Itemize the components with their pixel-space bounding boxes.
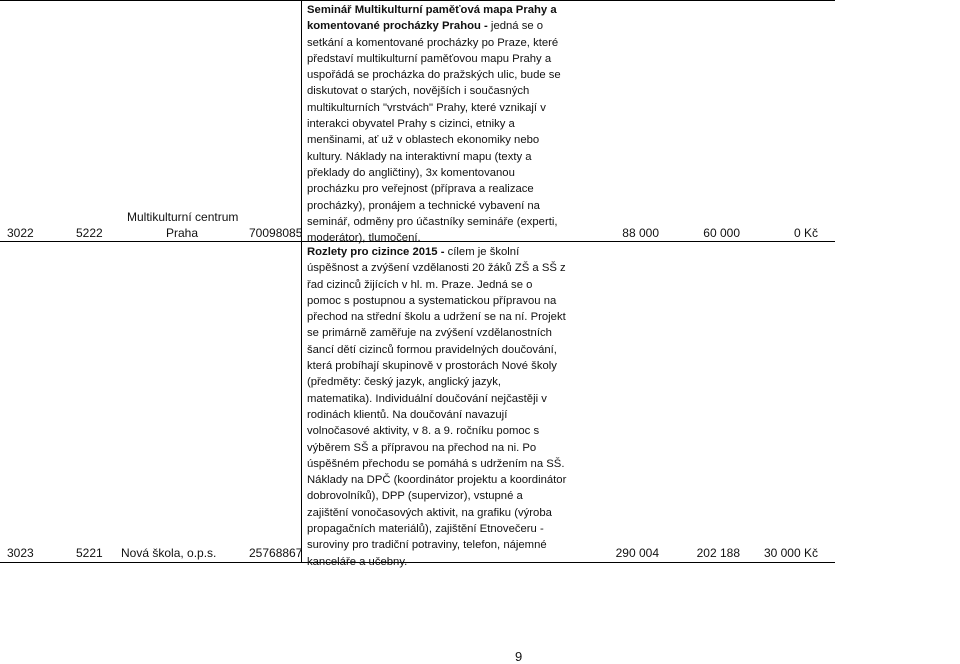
row-ico: 25768867 — [249, 546, 303, 560]
row-code: 5222 — [76, 226, 103, 240]
row-ico: 70098085 — [249, 226, 303, 240]
row-third-amount: 0 Kč — [793, 226, 818, 240]
row-granted-amount: 60 000 — [703, 226, 740, 240]
column-divider — [301, 0, 302, 562]
row-third-amount: 30 000 Kč — [763, 546, 818, 560]
row-requested-amount: 290 004 — [615, 546, 659, 560]
page-number: 9 — [515, 649, 523, 664]
row-description — [307, 244, 567, 570]
row-organization: Nová škola, o.p.s. — [121, 546, 217, 560]
row-requested-amount: 88 000 — [622, 226, 659, 240]
description-text: cílem je školní úspěšnost a zvýšení vzdělanosti 20 žáků ZŠ a SŠ z řad cizinců žijících v hl. m. Praze. Jedná se o pomoc s postupnou a systematickou přípravou na přechod na střední školu a udržení se na ní. Projekt se primárně zaměřuje na zvýšení vzdělanostních šancí dětí cizinců formou pravidelných doučování, která probíhají skupinově v prostorách Nové školy (předměty: český jazyk, anglický jazyk, matematika). Individuální doučování nejčastěji v rodinách klientů. Na doučování navazují volnočasové aktivity, v 8. a 9. ročníku pomoc s výběrem SŠ a přípravou na přechod na ni. Po úspěšném přechodu se pomáhá s udržením na SŠ. Náklady na DPČ (koordinátor projektu a koordinátor dobrovolníků), DPP (supervizor), vstupné a zajištění vonočasových aktivit, na grafiku (výroba propagačních materiálů), zajištění Etnovečeru - suroviny pro tradiční potraviny, telefon, nájemné kanceláře a učebny. — [307, 246, 567, 568]
table-top-border — [0, 0, 835, 1]
row-id: 3022 — [7, 226, 34, 240]
description-text: jedná se o setkání a komentované procházky po Praze, které představí multikulturní paměťovou mapu Prahy a uspořádá se procházka do pražských ulic, bude se diskutovat o starých, novějších i současných multikulturních "vrstvách" Prahy, které vznikají v interakci obyvatel Prahy s cizinci, etniky a menšinami, ať už v oblastech ekonomiky nebo kultury. Náklady na interaktivní mapu (texty a překlady do angličtiny), 3x komentovanou procházku pro veřejnost (příprava a realizace procházky), pronájem a technické vybavení na seminář, odměny pro účastníky semináře (experti, moderátor), tlumočení. — [307, 20, 561, 245]
description-title: Rozlety pro cizince 2015 - — [307, 246, 445, 258]
row-organization-line1: Multikulturní centrum — [127, 210, 239, 224]
description-title: Seminář Multikulturní paměťová mapa Prahy a komentované procházky Prahou - — [307, 4, 557, 33]
row-description — [307, 2, 567, 246]
row-organization-line2: Praha — [165, 226, 199, 240]
row-id: 3023 — [7, 546, 34, 560]
row-granted-amount: 202 188 — [696, 546, 740, 560]
row-code: 5221 — [76, 546, 103, 560]
